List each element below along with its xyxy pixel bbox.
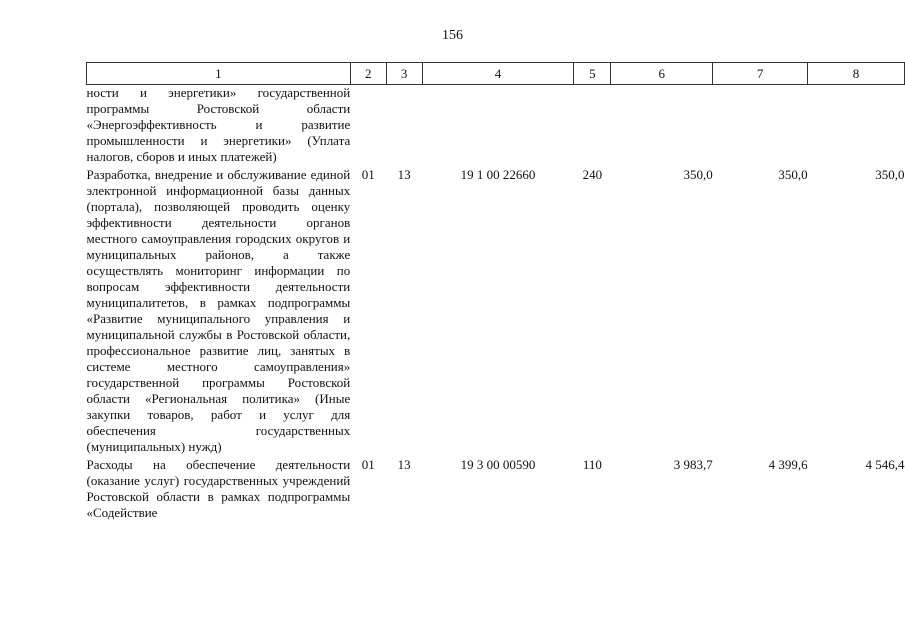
- cell-csr: 19 3 00 00590: [460, 457, 536, 472]
- cell-csr: 19 1 00 22660: [460, 167, 536, 182]
- cell-pr: [386, 85, 422, 166]
- column-header: 5: [574, 63, 611, 85]
- row-description: Разработка, внедрение и обслуживание единой электронной информационной базы данных (портала), позволяющей проводить оценку эффективности деятельности органов местного самоуправления городских округов и муниципальных районов, а также осуществлять мониторинг информации по вопросам эффективности деятельности муниципалитетов, в рамках подпрограммы «Развитие муниципального управления и муниципальной службы в Ростовской области, профессиональное развитие лиц, занятых в системе местного самоуправления» государственной программы Ростовской области «Региональная политика» (Иные закупки товаров, работ и услуг для обеспечения государственных (муниципальных) нужд): [86, 167, 351, 454]
- column-header: 3: [386, 63, 422, 85]
- cell-year3: 350,0: [875, 167, 905, 182]
- cell-rz: 01: [361, 167, 375, 182]
- row-description: ности и энергетики» государственной программы Ростовской области «Энергоэффективность и развитие промышленности и энергетики» (Уплата налогов, сборов и иных платежей): [86, 85, 351, 164]
- cell-year1: 3 983,7: [673, 457, 713, 472]
- cell-year1: [611, 85, 713, 166]
- cell-year1: 350,0: [683, 167, 713, 182]
- table-row: [87, 85, 905, 166]
- cell-rz: 01: [361, 457, 375, 472]
- page-number: 156: [442, 28, 463, 43]
- cell-pr: 13: [397, 167, 411, 182]
- column-header: 8: [808, 63, 905, 85]
- budget-table: [86, 62, 905, 521]
- cell-rz: [350, 85, 386, 166]
- table-header: [87, 63, 905, 85]
- column-header: 1: [87, 63, 351, 85]
- cell-year3: [808, 85, 905, 166]
- table-row: [87, 165, 905, 455]
- cell-pr: 13: [397, 457, 411, 472]
- cell-csr: [422, 85, 574, 166]
- row-description: Расходы на обеспечение деятельности (оказание услуг) государственных учреждений Ростовской области в рамках подпрограммы «Содействие: [86, 457, 351, 520]
- column-header: 4: [422, 63, 574, 85]
- cell-vr: [574, 85, 611, 166]
- column-header: 7: [713, 63, 808, 85]
- cell-vr: 110: [582, 457, 602, 472]
- cell-year2: 4 399,6: [768, 457, 808, 472]
- cell-year3: 4 546,4: [865, 457, 905, 472]
- cell-vr: 240: [582, 167, 603, 182]
- column-header: 2: [350, 63, 386, 85]
- cell-year2: 350,0: [778, 167, 808, 182]
- table-row: [87, 455, 905, 521]
- cell-year2: [713, 85, 808, 166]
- column-header: 6: [611, 63, 713, 85]
